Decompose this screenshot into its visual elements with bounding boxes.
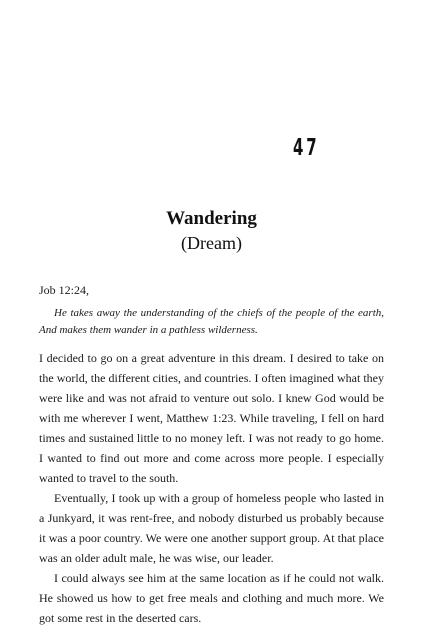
body-paragraph: I could always see him at the same location as if he could not walk. He showed us how to get free meals and clothing and much more. We got some rest in the deserted cars. <box>39 571 384 625</box>
chapter-title: Wandering <box>166 208 257 229</box>
verse-reference: Job 12:24, <box>39 283 90 297</box>
chapter-subtitle: (Dream) <box>181 233 242 253</box>
body-paragraph: I decided to go on a great adventure in this dream. I desired to take on the world, the different cities, and countries. I often imagined what they were like and was not afraid to venture out solo. I knew God would be with me wherever I went, Matthew 1:23. While traveling, I fell on hard times and sustained little to no money left. I was not ready to go home. I wanted to find out more and come across more people. I especially wanted to travel to the south. <box>39 351 384 485</box>
body-paragraph: Eventually, I took up with a group of homeless people who lasted in a Junkyard, it was rent-free, and nobody disturbed us probably because it was a poor country. We were one another support group. At that place was an older adult male, he was wise, our leader. <box>39 491 384 565</box>
chapter-body <box>39 348 384 628</box>
chapter-number: 47 <box>293 135 320 161</box>
verse-quote: He takes away the understanding of the chiefs of the people of the earth, And makes them wander in a pathless wilderness. <box>39 307 384 336</box>
